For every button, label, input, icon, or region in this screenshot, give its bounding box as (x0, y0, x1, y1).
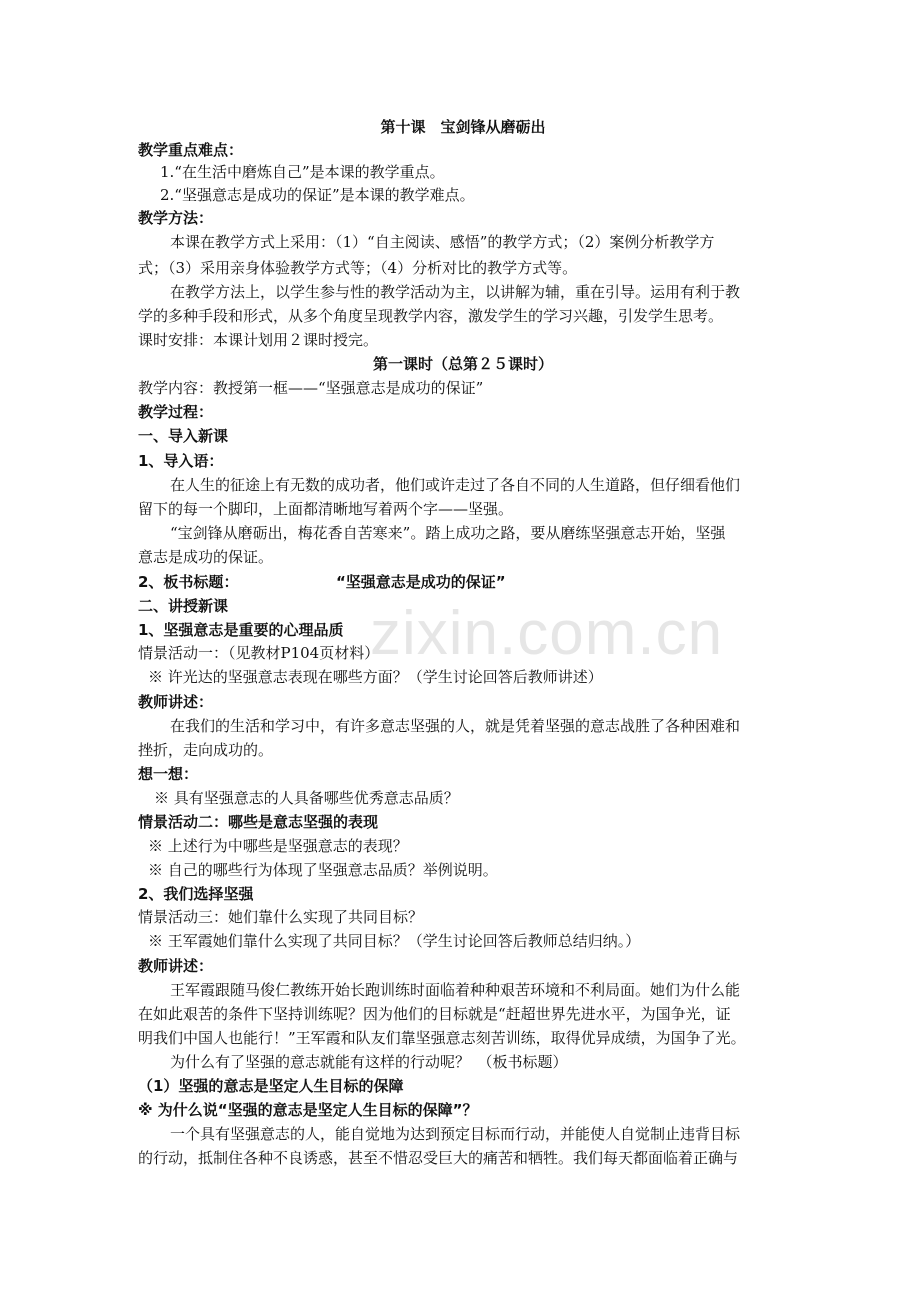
text-line: ※ 具有坚强意志的人具备哪些优秀意志品质？ (154, 789, 459, 807)
text-line: 2、板书标题： “坚强意志是成功的保证” (138, 573, 506, 591)
text-line: ※ 上述行为中哪些是坚强意志的表现？ (148, 837, 408, 855)
text-line: 教学方法： (138, 209, 214, 227)
text-line: 教师讲述： (138, 957, 214, 975)
text-line: ※ 许光达的坚强意志表现在哪些方面？（学生讨论回答后教师讲述） (148, 668, 603, 686)
text-line: “宝剑锋从磨砺出，梅花香自苦寒来”。踏上成功之路，要从磨练坚强意志开始，坚强 (170, 524, 726, 542)
text-line: 情景活动二：哪些是意志坚强的表现 (138, 813, 379, 831)
text-line: 课时安排：本课计划用２课时授完。 (138, 331, 379, 349)
text-line: 情景活动三：她们靠什么实现了共同目标？ (138, 908, 424, 926)
text-line: 1、导入语： (138, 452, 224, 470)
text-line: 第十课 宝剑锋从磨砺出 (380, 118, 546, 136)
text-line: 2、我们选择坚强 (138, 885, 254, 903)
text-line: 在教学方法上，以学生参与性的教学活动为主，以讲解为辅，重在引导。运用有利于教 (170, 283, 741, 301)
text-line: ※ 为什么说“坚强的意志是坚定人生目标的保障”？ (138, 1101, 478, 1119)
text-line: 留下的每一个脚印，上面都清晰地写着两个字——坚强。 (138, 500, 514, 518)
text-line: 2.“坚强意志是成功的保证”是本课的教学难点。 (160, 186, 475, 204)
text-line: 式；（3）采用亲身体验教学方式等；（4）分析对比的教学方式等。 (138, 259, 578, 277)
text-line: 明我们中国人也能行！”王军霞和队友们靠坚强意志刻苦训练，取得优异成绩，为国争了光。 (138, 1029, 746, 1047)
text-line: 意志是成功的保证。 (138, 548, 274, 566)
text-line: 第一课时（总第２５课时） (372, 355, 553, 373)
text-line: 在我们的生活和学习中，有许多意志坚强的人，就是凭着坚强的意志战胜了各种困难和 (170, 717, 741, 735)
text-line: ※ 王军霞她们靠什么实现了共同目标？（学生讨论回答后教师总结归纳。） (148, 932, 641, 950)
text-line: 教学过程： (138, 403, 214, 421)
text-line: 的行动，抵制住各种不良诱惑，甚至不惜忍受巨大的痛苦和牺牲。我们每天都面临着正确与 (138, 1149, 739, 1167)
text-line: （1）坚强的意志是坚定人生目标的保障 (138, 1077, 404, 1095)
text-line: 为什么有了坚强的意志就能有这样的行动呢？ （板书标题） (170, 1053, 568, 1071)
text-line: 在人生的征途上有无数的成功者，他们或许走过了各自不同的人生道路，但仔细看他们 (170, 476, 741, 494)
watermark: zixin.com.cn (370, 599, 724, 668)
text-line: 一、导入新课 (138, 427, 229, 445)
text-line: 王军霞跟随马俊仁教练开始长跑训练时面临着种种艰苦环境和不利局面。她们为什么能 (170, 981, 741, 999)
text-line: 教学重点难点： (138, 141, 244, 159)
text-line: 情景活动一：（见教材P104页材料） (138, 644, 380, 662)
text-line: 教学内容：教授第一框——“坚强意志是成功的保证” (138, 379, 484, 397)
text-line: ※ 自己的哪些行为体现了坚强意志品质？举例说明。 (148, 861, 498, 879)
text-line: 学的多种手段和形式，从多个角度呈现教学内容，激发学生的学习兴趣，引发学生思考。 (138, 307, 724, 325)
text-line: 在如此艰苦的条件下坚持训练呢？因为他们的目标就是“赶超世界先进水平，为国争光，证 (138, 1005, 731, 1023)
text-line: 1.“在生活中磨炼自己”是本课的教学重点。 (160, 163, 445, 181)
text-line: 二、讲授新课 (138, 597, 229, 615)
text-line: 1、坚强意志是重要的心理品质 (138, 621, 344, 639)
text-line: 本课在教学方式上采用：（1）“自主阅读、感悟”的教学方式；（2）案例分析教学方 (170, 233, 715, 251)
text-line: 一个具有坚强意志的人，能自觉地为达到预定目标而行动，并能使人自觉制止违背目标 (170, 1125, 741, 1143)
text-line: 教师讲述： (138, 693, 214, 711)
text-line: 挫折，走向成功的。 (138, 741, 274, 759)
text-line: 想一想： (138, 765, 199, 783)
